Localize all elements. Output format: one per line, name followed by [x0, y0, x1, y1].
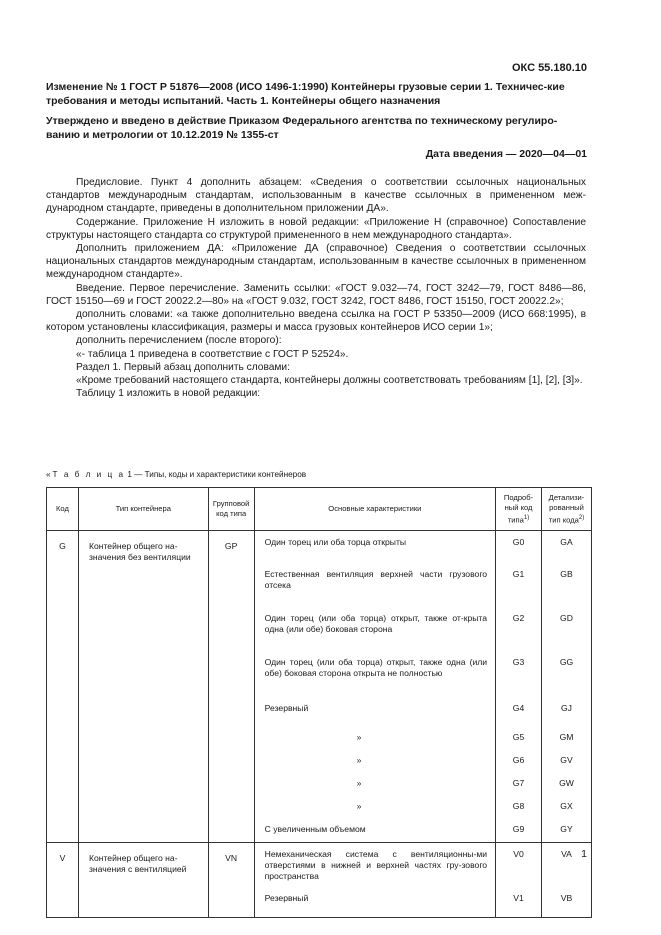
characteristic-row [255, 697, 495, 728]
paragraph: Введение. Первое перечисление. Заменить ссылки: «ГОСТ 9.032—74, ГОСТ 3242—79, ГОСТ 8486—86, ГОСТ 15150—69 и ГОСТ 20022.2—80» на «ГОСТ 9.032, ГОСТ 3242, ГОСТ 8486, ГОСТ 15150, ГОСТ 20022.2»; [46, 282, 586, 307]
specific-type-code: GB [560, 569, 573, 579]
specific-type-code: GV [560, 755, 573, 765]
footnote-ref-2: 2) [578, 514, 585, 521]
table-body [47, 531, 592, 918]
characteristic-row [255, 751, 495, 774]
detailed-type-code: G1 [512, 569, 525, 579]
group-type-code: GP [208, 531, 254, 843]
characteristic-text: » [356, 732, 362, 742]
detailed-type-code: G7 [512, 778, 525, 788]
detailed-type-code: G8 [512, 801, 525, 811]
detailed-type-code: G0 [512, 537, 525, 547]
characteristic-text: С увеличенным объемом [264, 824, 366, 834]
table-row [47, 531, 592, 843]
header-detailed-code [496, 488, 542, 531]
specific-code-column [542, 531, 592, 843]
characteristic-row [255, 607, 495, 651]
effective-date: Дата введения — 2020—04—01 [425, 148, 587, 160]
detailed-type-code: G4 [512, 703, 525, 713]
characteristic-text: Один торец (или оба торца) открыт, также одна (или обе) боковая сторона открыта не полностью [264, 657, 488, 678]
header-specific-code-text: Детализи-рованный тип кода [548, 492, 585, 525]
header-detailed-code-text: Подроб-ный код типа [503, 492, 534, 525]
detailed-code-column [496, 531, 542, 843]
detailed-code-column [496, 843, 542, 918]
characteristic-text: Резервный [264, 893, 309, 903]
specific-type-code: GM [559, 732, 574, 742]
container-code: V [47, 843, 79, 918]
okc-code: ОКС 55.180.10 [511, 62, 587, 74]
characteristic-text: » [356, 755, 362, 765]
characteristics-column [254, 843, 495, 918]
specific-type-code: GJ [561, 703, 572, 713]
page-number: 1 [581, 848, 587, 860]
header-group-code: Групповой код типа [208, 488, 254, 531]
group-type-code: VN [208, 843, 254, 918]
characteristic-text: Естественная вентиляция верхней части грузового отсека [264, 569, 488, 590]
paragraph: дополнить перечислением (после второго): [76, 335, 282, 347]
paragraph: Дополнить приложением ДА: «Приложение ДА (справочное) Сведения о соответствии ссылочных национальных стандартов международным стандартам, использованным в качестве ссылочных в примененном международном стандарте». [46, 243, 586, 281]
detailed-type-code: V0 [513, 849, 524, 859]
paragraph: «Кроме требований настоящего стандарта, контейнеры должны соответствовать требованиям [1], [2], [3]». [76, 375, 583, 387]
table-row [47, 843, 592, 918]
detailed-type-code: G9 [512, 824, 525, 834]
header-type: Тип контейнера [78, 488, 208, 531]
table-caption-label: «Т а б л и ц а [46, 470, 126, 479]
characteristic-row [255, 563, 495, 607]
paragraph: Предисловие. Пункт 4 дополнить абзацем: «Сведения о соответствии ссылочных национальных стандартов международным стандартам, использованным в качестве ссылочных в примененном меж-дународном стандарте, приведены в дополнительном приложении ДА». [46, 177, 586, 215]
paragraph: Таблицу 1 изложить в новой редакции: [76, 388, 261, 400]
header-main-characteristics: Основные характеристики [254, 488, 495, 531]
characteristic-row [255, 774, 495, 797]
characteristic-row [255, 651, 495, 697]
characteristic-row [255, 531, 495, 563]
detailed-type-code: G5 [512, 732, 525, 742]
table-header-row [47, 488, 592, 531]
characteristic-row [255, 843, 495, 887]
detailed-type-code: G2 [512, 613, 525, 623]
container-type: Контейнер общего на-значения без вентиляции [78, 531, 208, 843]
specific-type-code: GY [560, 824, 573, 834]
paragraph: «- таблица 1 приведена в соответствие с ГОСТ Р 52524». [76, 348, 349, 360]
header-specific-code [542, 488, 592, 531]
detailed-type-code: G3 [512, 657, 525, 667]
container-types-table [46, 487, 592, 918]
header-code: Код [47, 488, 79, 531]
characteristic-row [255, 887, 495, 917]
characteristic-row [255, 820, 495, 842]
characteristic-text: Один торец или оба торца открыты [264, 537, 407, 547]
detailed-type-code: G6 [512, 755, 525, 765]
paragraph: Раздел 1. Первый абзац дополнить словами: [76, 361, 290, 373]
specific-type-code: VA [561, 849, 572, 859]
specific-type-code: GX [560, 801, 573, 811]
specific-type-code: GA [560, 537, 573, 547]
paragraph: Содержание. Приложение Н изложить в новой редакции: «Приложение Н (справочное) Сопоставление структуры настоящего стандарта со структурой примененного в нем международного стандарта». [46, 216, 586, 241]
characteristic-text: Немеханическая система с вентиляционны-ми отверстиями в нижней и верхней частях гру-зового пространства [264, 849, 488, 881]
characteristic-text: Один торец (или оба торца) открыт, также от-крыта одна (или обе) боковая сторона [264, 613, 488, 634]
characteristic-text: » [356, 801, 362, 811]
amendment-body [46, 176, 586, 400]
table-caption [46, 470, 306, 479]
table-caption-text: 1 — Типы, коды и характеристики контейнеров [127, 470, 307, 479]
footnote-ref-1: 1) [523, 514, 530, 521]
characteristic-text: Резервный [264, 703, 309, 713]
container-code: G [47, 531, 79, 843]
paragraph: дополнить словами: «а также дополнительно введена ссылка на ГОСТ Р 53350—2009 (ИСО 668:1995), в котором установлены классификация, размеры и масса грузовых контейнеров ИСО серии 1»; [46, 309, 586, 334]
approval-statement: Утверждено и введено в действие Приказом Федерального агентства по техническому регулиро-ванию и метрологии от 10.12.2019 № 1355-ст [46, 115, 558, 141]
specific-type-code: GG [559, 657, 574, 667]
characteristic-text: » [356, 778, 362, 788]
specific-type-code: VB [560, 893, 573, 903]
detailed-type-code: V1 [513, 893, 524, 903]
amendment-title: Изменение № 1 ГОСТ Р 51876—2008 (ИСО 1496-1:1990) Контейнеры грузовые серии 1. Техничес-кие требования и методы испытаний. Часть 1. Контейнеры общего назначения [46, 81, 565, 107]
characteristic-row [255, 728, 495, 751]
characteristics-column [254, 531, 495, 843]
characteristic-row [255, 797, 495, 820]
container-type: Контейнер общего на-значения с вентиляцией [78, 843, 208, 918]
specific-type-code: GD [560, 613, 573, 623]
specific-type-code: GW [559, 778, 574, 788]
